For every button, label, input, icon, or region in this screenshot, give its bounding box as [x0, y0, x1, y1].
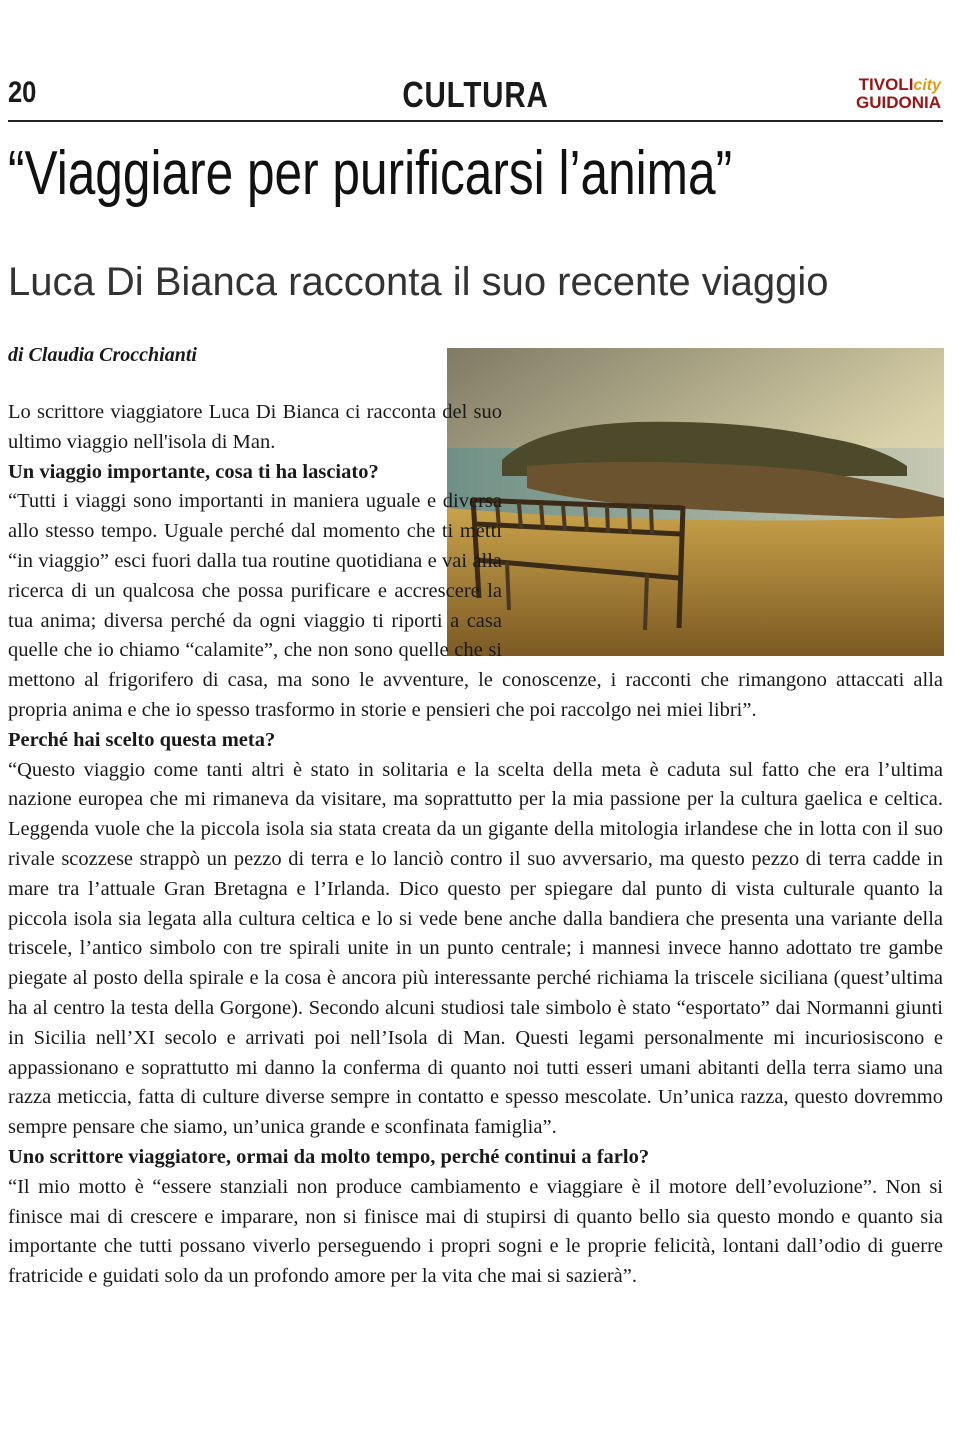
interview-question: Perché hai scelto questa meta? [8, 728, 276, 751]
section-title: CULTURA [402, 74, 549, 115]
logo-guidonia: GUIDONIA [856, 93, 941, 112]
interview-answer: “Questo viaggio come tanti altri è stato in solitaria e la scelta della meta è caduta sul fatto che era l’ultima nazione europea che mi rimaneva da visitare, ma soprattutto per la mia passione per la cultura gaelica e celtica. Leggenda vuole che la piccola isola sia stata creata da un gigante della mitologia irlandese che in lotta con il suo rivale scozzese strappò un pezzo di terra e lo lanciò contro il suo avversario, ma questo pezzo di terra cadde in mare tra l’attuale Gran Bretagna e l’Irlanda. Dico questo per spiegare dal punto di vista culturale quanto la piccola isola sia legata alla cultura celtica e lo si vede bene anche dalla bandiera che presenta una variante della triscele, l’antico simbolo con tre spirali unite in un punto centrale; i mannesi invece hanno adottato tre gambe piegate al posto della spirale e la cosa è ancora più interessante perché richiama la triscele siciliana (quest’ultima ha al centro la testa della Gorgone). Secondo alcuni studiosi tale simbolo è stato “esportato” dai Normanni giunti in Sicilia nell’XI secolo e arrivati poi nell’Isola di Man. Questi legami personalmente mi incuriosiscono e appassionano e soprattutto mi danno la conferma di quanto noi tutti esseri umani abitanti della terra siamo una razza meticcia, fatta di culture diverse sempre in contatto e spesso mescolate. Un’unica razza, questo dovremmo sempre pensare che siamo, un’unica grande e sconfinata famiglia”. [8, 758, 943, 1139]
article-subheadline: Luca Di Bianca racconta il suo recente viaggio [8, 260, 829, 304]
article-intro: Lo scrittore viaggiatore Luca Di Bianca ci racconta del suo ultimo viaggio nell'isola di Man. [8, 401, 502, 453]
page-number: 20 [8, 76, 37, 109]
publication-logo [856, 76, 941, 111]
interview-answer: “Il mio motto è “essere stanziali non produce cambiamento e viaggiare è il motore dell’evoluzione”. Non si finisce mai di crescere e imparare, non si finisce mai di stupirsi di quanto bello sia questo mondo e quanto sia importante che tutti possano viverlo perseguendo i propri sogni e le proprie felicità, lontani dall’odio di guerre fratricide e guidati solo da un profondo amore per la vita che mai si sazierà”. [8, 1175, 943, 1288]
interview-question: Uno scrittore viaggiatore, ormai da molto tempo, perché continui a farlo? [8, 1145, 650, 1168]
logo-city: city [913, 77, 941, 94]
interview-question: Un viaggio importante, cosa ti ha lasciato? [8, 460, 379, 483]
interview-answer: “Tutti i viaggi sono importanti in maniera uguale e diversa allo stesso tempo. Uguale perché dal momento che ti metti “in viaggio” esci fuori dalla tua routine quotidiana e vai alla ricerca di un qualcosa che possa purificare e accrescere la tua anima; diversa perché da ogni viaggio ti riporti a casa quelle che io chiamo “calamite”, che non sono quelle che si mettono al frigorifero di casa, ma sono le avventure, le conoscenze, i racconti che rimangono attaccati alla propria anima e che io spesso trasformo in storie e pensieri che poi raccolgo nei miei libri”. [8, 490, 943, 721]
article-headline: “Viaggiare per purificarsi l’anima” [8, 139, 733, 208]
article-body [8, 398, 943, 1292]
page-header [8, 72, 943, 122]
photo-spacer [502, 398, 943, 664]
logo-tivoli: TIVOLI [858, 75, 914, 94]
article-byline: di Claudia Crocchianti [8, 344, 197, 366]
